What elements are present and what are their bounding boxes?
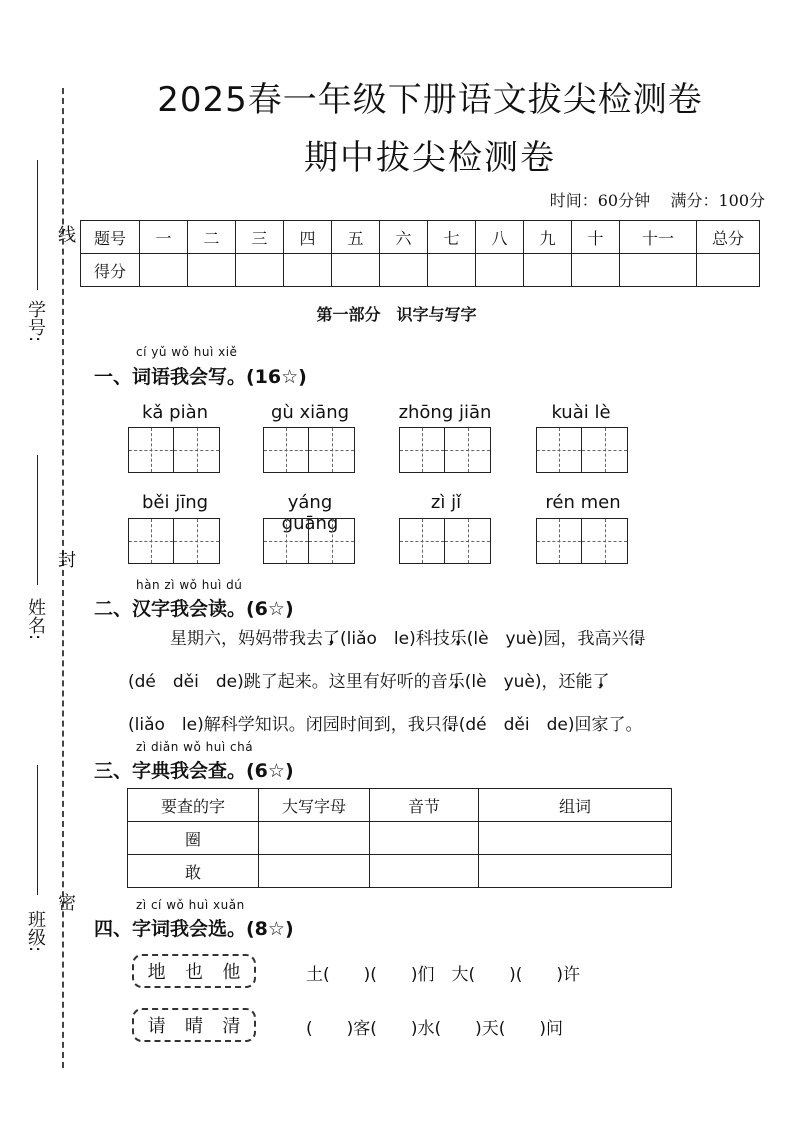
dict-answer-cell[interactable] — [479, 822, 672, 855]
score-header-cell: 八 — [476, 221, 524, 254]
score-input-cell[interactable] — [697, 254, 760, 287]
writing-grid[interactable] — [128, 427, 220, 473]
score-table — [80, 220, 760, 287]
name-line — [37, 455, 38, 585]
score-input-cell[interactable] — [476, 254, 524, 287]
q3-pinyin: zì diǎn wǒ huì chá — [136, 740, 254, 754]
name-label: 姓名: — [25, 598, 46, 641]
fill-blank-row[interactable]: ( )客( )水( )天( )问 — [306, 1019, 564, 1039]
q2-title: 二、汉字我会读。(6☆) — [94, 598, 294, 620]
dict-header-row — [128, 789, 672, 822]
q2-pinyin: hàn zì wǒ huì dú — [136, 578, 243, 592]
score-header-cell: 七 — [428, 221, 476, 254]
score-header-cell: 四 — [284, 221, 332, 254]
q1-pinyin-word: kuài lè — [551, 402, 611, 423]
exam-time: 时间：60分钟 — [549, 191, 651, 210]
q1-pinyin-word: zhōng jiān — [398, 402, 492, 423]
writing-grid[interactable] — [399, 518, 491, 564]
dict-char: 圈 — [128, 822, 259, 855]
margin-feng: 封 — [55, 550, 76, 568]
dotted-char: 得 • — [628, 629, 645, 649]
dotted-char: 了 • — [593, 672, 610, 692]
q1-pinyin-word: běi jīng — [141, 492, 209, 513]
dict-header: 要查的字 — [128, 789, 259, 822]
dictionary-table — [127, 788, 672, 888]
score-input-cell[interactable] — [524, 254, 572, 287]
dict-header: 大写字母 — [259, 789, 370, 822]
margin-mi: 密 — [55, 893, 76, 911]
writing-grid[interactable] — [263, 427, 355, 473]
dotted-char: 了 • — [323, 629, 340, 649]
q1-pinyin-word: zì jǐ — [430, 492, 462, 513]
score-input-cell[interactable] — [284, 254, 332, 287]
score-header-cell: 十一 — [620, 221, 697, 254]
score-input-cell[interactable] — [572, 254, 620, 287]
score-header-cell: 一 — [140, 221, 188, 254]
dict-answer-cell[interactable] — [259, 822, 370, 855]
page-title: 2025春一年级下册语文拔尖检测卷 — [157, 80, 703, 120]
q1-title: 一、词语我会写。(16☆) — [94, 366, 307, 388]
page-subtitle: 期中拔尖检测卷 — [304, 138, 556, 178]
score-input-cell[interactable] — [140, 254, 188, 287]
score-input-cell[interactable] — [236, 254, 284, 287]
score-input-cell[interactable] — [332, 254, 380, 287]
class-line — [37, 765, 38, 895]
dict-row — [128, 822, 672, 855]
q1-pinyin-word: kǎ piàn — [141, 402, 209, 423]
score-input-cell[interactable] — [428, 254, 476, 287]
q1-pinyin: cí yǔ wǒ huì xiě — [136, 345, 238, 359]
dotted-char: 乐 • — [448, 672, 465, 692]
dict-header: 音节 — [370, 789, 479, 822]
dict-answer-cell[interactable] — [370, 822, 479, 855]
dict-char: 敢 — [128, 855, 259, 888]
margin-xian: 线 — [55, 225, 76, 243]
class-label: 班级: — [25, 910, 46, 953]
dict-row — [128, 855, 672, 888]
dotted-char: 得 • — [442, 715, 459, 735]
writing-grid[interactable] — [399, 427, 491, 473]
q1-pinyin-word: yáng guāng — [281, 492, 339, 534]
exam-full-score: 满分：100分 — [670, 191, 765, 210]
score-header-cell: 二 — [188, 221, 236, 254]
dotted-char: 乐 • — [450, 629, 467, 649]
score-header-cell: 三 — [236, 221, 284, 254]
q4-title: 四、字词我会选。(8☆) — [94, 918, 294, 940]
dict-answer-cell[interactable] — [479, 855, 672, 888]
q2-line-1: 星期六，妈妈带我去了 •(liǎo le)科技乐 •(lè yuè)园，我高兴得 • — [170, 618, 750, 661]
q1-pinyin-word: gù xiāng — [270, 402, 350, 423]
dict-answer-cell[interactable] — [259, 855, 370, 888]
score-input-cell[interactable] — [620, 254, 697, 287]
dict-header: 组词 — [479, 789, 672, 822]
score-table-header-row — [81, 221, 760, 254]
score-row-label: 得分 — [81, 254, 140, 287]
score-header-cell: 题号 — [81, 221, 140, 254]
score-table-score-row — [81, 254, 760, 287]
writing-grid[interactable] — [128, 518, 220, 564]
q3-title: 三、字典我会查。(6☆) — [94, 760, 294, 782]
q4-pinyin: zì cí wǒ huì xuǎn — [136, 898, 245, 912]
choice-box: 请 晴 清 — [132, 1008, 256, 1042]
score-header-cell: 九 — [524, 221, 572, 254]
choice-box: 地 也 他 — [132, 954, 256, 988]
score-input-cell[interactable] — [380, 254, 428, 287]
score-input-cell[interactable] — [188, 254, 236, 287]
score-header-cell: 总分 — [697, 221, 760, 254]
student-id-label: 学号: — [25, 300, 46, 343]
writing-grid[interactable] — [536, 427, 628, 473]
fill-blank-row[interactable]: 土( )( )们 大( )( )许 — [306, 965, 581, 985]
score-header-cell: 十 — [572, 221, 620, 254]
exam-meta — [550, 188, 765, 211]
student-id-line — [37, 160, 38, 290]
score-header-cell: 六 — [380, 221, 428, 254]
q2-line-2: (dé děi de)跳了起来。这里有好听的音乐 •(lè yuè)，还能了 • — [128, 661, 748, 704]
q1-pinyin-word: rén men — [545, 492, 621, 513]
writing-grid[interactable] — [263, 518, 355, 564]
q2-line-3: (liǎo le)解科学知识。闭园时间到，我只得 •(dé děi de)回家了。 — [128, 704, 748, 747]
writing-grid[interactable] — [536, 518, 628, 564]
section-heading: 第一部分 识字与写字 — [316, 305, 477, 324]
dict-answer-cell[interactable] — [370, 855, 479, 888]
score-header-cell: 五 — [332, 221, 380, 254]
